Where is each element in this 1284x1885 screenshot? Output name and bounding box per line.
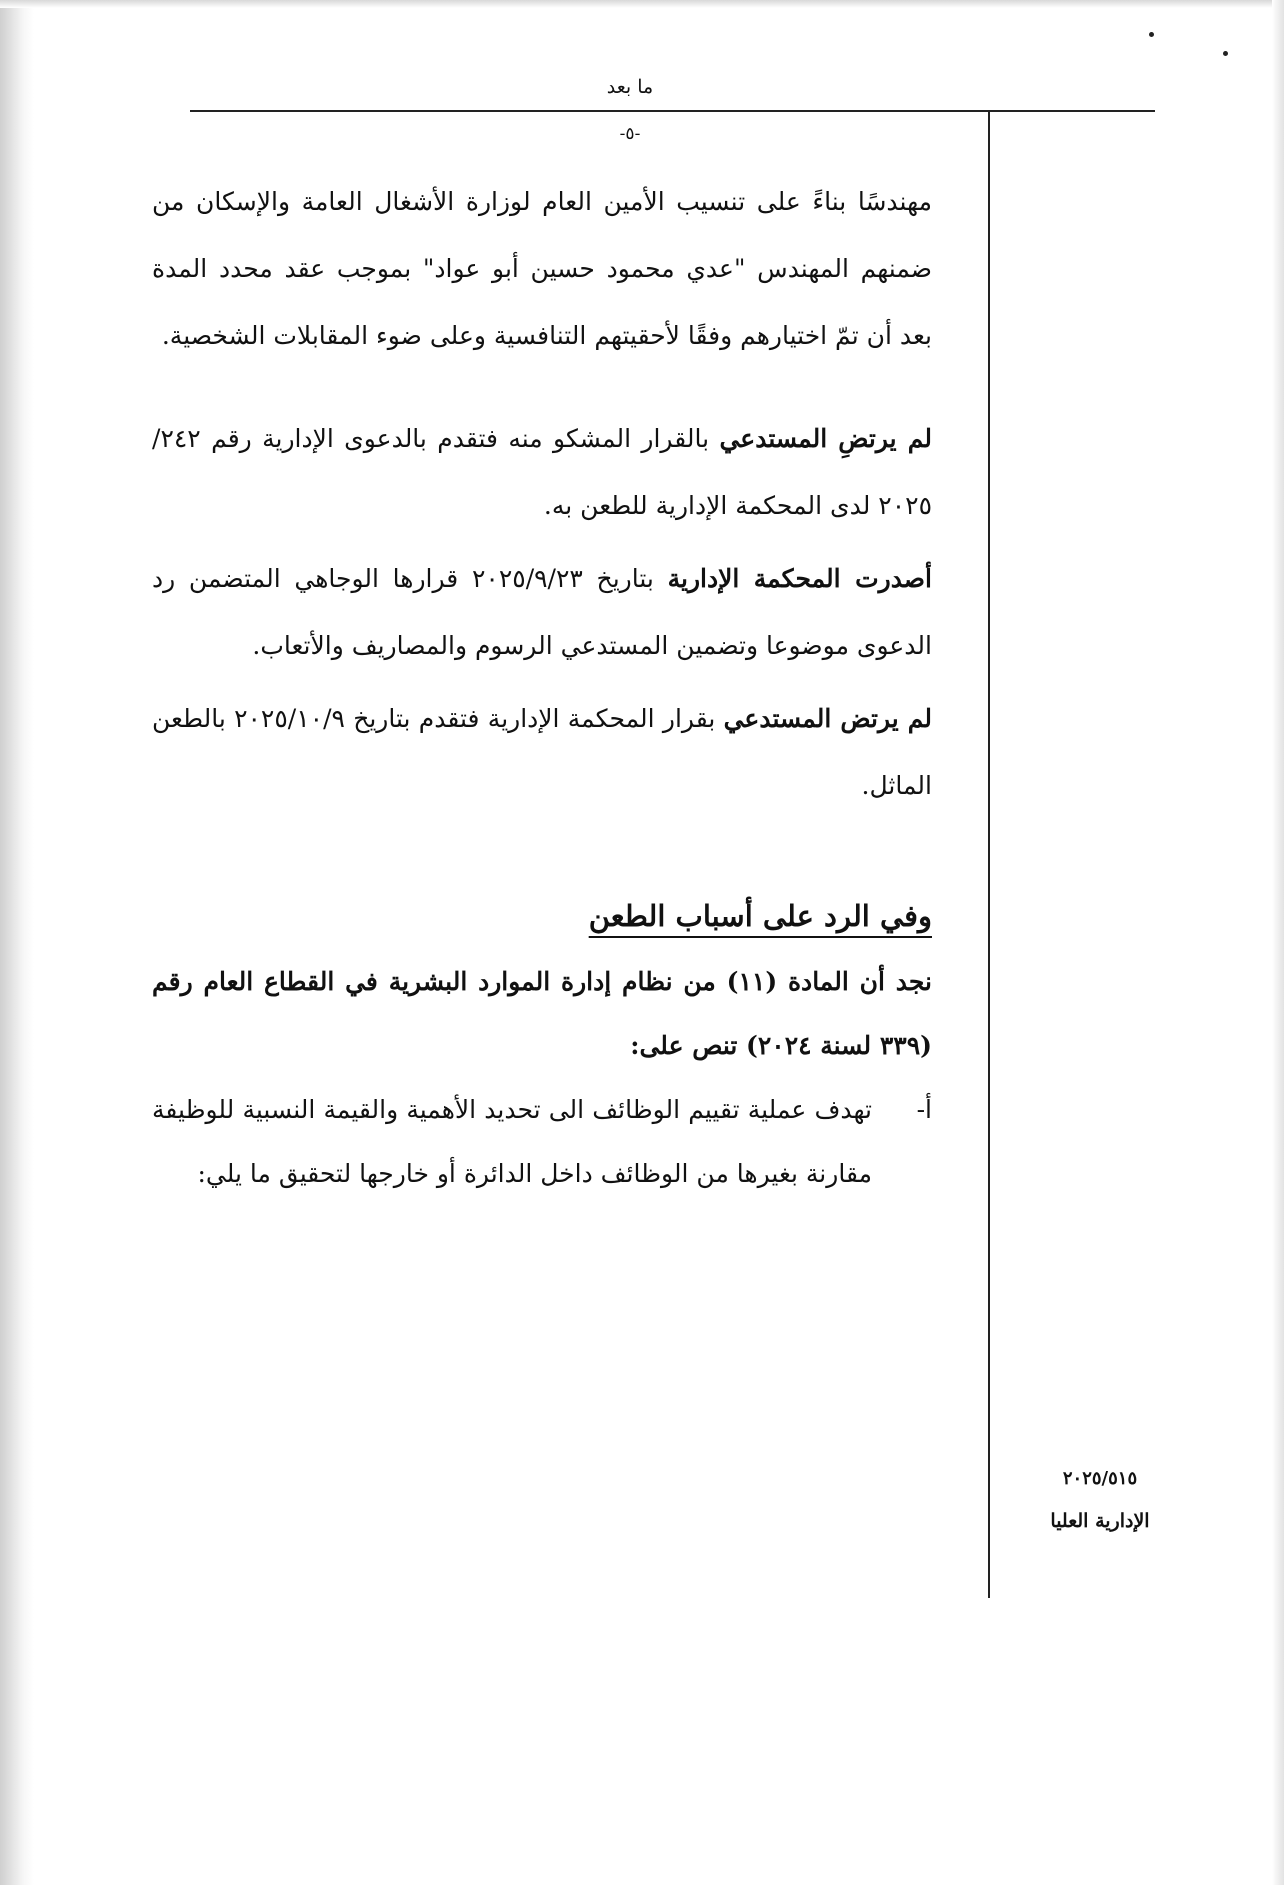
scan-edge-right: [1272, 0, 1284, 1885]
header-label: ما بعد: [606, 76, 654, 98]
header-rule: [190, 110, 1155, 112]
paragraph-court-decision-lead: أصدرت المحكمة الإدارية: [667, 564, 932, 593]
page-number: -٥-: [619, 124, 641, 144]
list-item-marker: أ-: [916, 1095, 932, 1124]
paragraph-lawsuit-lead: لم يرتضِ المستدعي: [719, 424, 932, 453]
paragraph-appointment: مهندسًا بناءً على تنسيب الأمين العام لوزارة الأشغال العامة والإسكان من ضمنهم المهندس "عدي محمود حسين أبو عواد" بموجب عقد محدد المدة بعد أن تمّ اختيارهم وفقًا لأحقيتهم التنافسية وعلى ضوء المقابلات الشخصية.: [152, 187, 932, 350]
scan-speck: [1149, 32, 1154, 37]
paragraph-appeal: [152, 685, 932, 819]
list-item: [152, 1078, 932, 1206]
scan-edge-top: [0, 0, 1284, 8]
body-text: [152, 168, 932, 1206]
court-name: الإدارية العليا: [1050, 1510, 1150, 1532]
paragraph-appeal-lead: لم يرتض المستدعي: [723, 704, 932, 733]
margin-rule: [988, 110, 990, 1598]
section-intro: نجد أن المادة (١١) من نظام إدارة الموارد البشرية في القطاع العام رقم (٣٣٩ لسنة ٢٠٢٤) تنص على:: [152, 967, 932, 1060]
scan-speck: [1223, 51, 1228, 56]
paragraph-court-decision-text: بتاريخ ٢٠٢٥/٩/٢٣ قرارها الوجاهي المتضمن رد الدعوى موضوعا وتضمين المستدعي الرسوم والمصاريف والأتعاب.: [152, 564, 932, 660]
paragraph-lawsuit: [152, 405, 932, 539]
paragraph-court-decision: [152, 545, 932, 679]
scan-edge-left: [0, 0, 34, 1885]
case-reference: ٢٠٢٥/٥١٥: [1062, 1468, 1138, 1489]
paragraph-lawsuit-text: بالقرار المشكو منه فتقدم بالدعوى الإدارية رقم ٢٤٢/ ٢٠٢٥ لدى المحكمة الإدارية للطعن به.: [152, 424, 932, 520]
list-item-text: تهدف عملية تقييم الوظائف الى تحديد الأهمية والقيمة النسبية للوظيفة مقارنة بغيرها من الوظائف داخل الدائرة أو خارجها لتحقيق ما يلي:: [152, 1095, 872, 1188]
paragraph-appeal-text: بقرار المحكمة الإدارية فتقدم بتاريخ ٢٠٢٥/١٠/٩ بالطعن الماثل.: [152, 704, 932, 800]
section-heading: وفي الرد على أسباب الطعن: [588, 899, 932, 933]
